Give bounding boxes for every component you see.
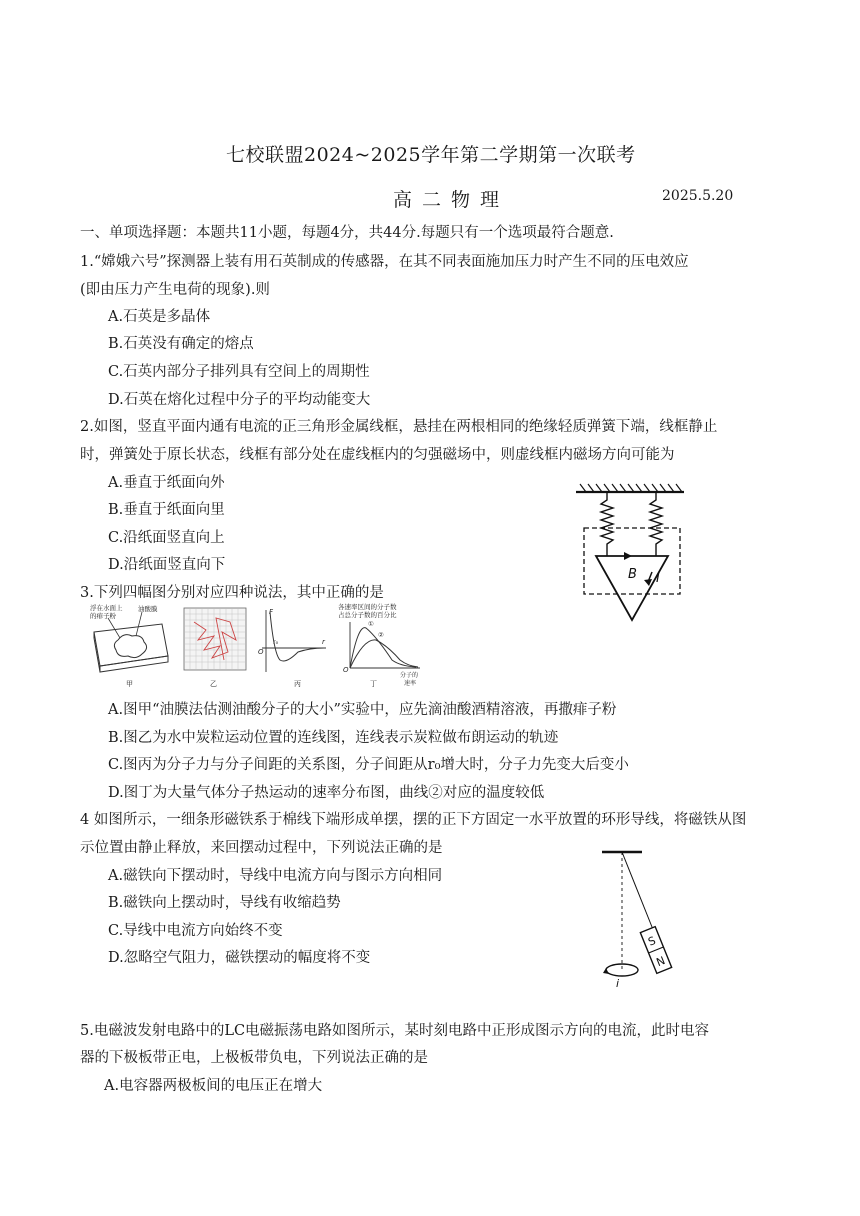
fig-bing (258, 608, 326, 688)
section-heading: 一、单项选择题：本题共11小题，每题4分，共44分.每题只有一个选项最符合题意. (80, 225, 614, 241)
q2-option-b: B.垂直于纸面向里 (108, 502, 225, 518)
svg-text:②: ② (378, 631, 384, 639)
svg-text:S: S (646, 934, 658, 949)
q4-figure (596, 846, 682, 990)
bar-magnet (640, 927, 671, 974)
fig-ding (338, 602, 420, 688)
exam-title: 七校联盟2024~2025学年第二学期第一次联考 (226, 144, 636, 166)
q3-option-a: A.图甲“油膜法估测油酸分子的大小”实验中，应先滴油酸酒精溶液，再撒痱子粉 (108, 702, 617, 718)
triangle-frame (596, 556, 668, 620)
q2-figure (570, 482, 690, 628)
q3-option-c: C.图丙为分子力与分子间距的关系图，分子间距从r₀增大时，分子力先变大后变小 (108, 757, 629, 773)
label-b: B (628, 567, 637, 582)
q2-option-c: C.沿纸面竖直向上 (108, 530, 225, 546)
svg-text:N: N (654, 953, 668, 970)
q1-option-a: A.石英是多晶体 (108, 309, 211, 325)
svg-text:O: O (258, 648, 264, 656)
svg-text:r: r (322, 638, 325, 646)
subject-title: 高二物理 (393, 189, 510, 211)
q5-stem-line-1: 5.电磁波发射电路中的LC电磁振荡电路如图所示，某时刻电路中正形成图示方向的电流，此时电容 (80, 1023, 710, 1039)
fig-yi (184, 608, 246, 688)
svg-text:丙: 丙 (294, 680, 301, 688)
q2-stem-line-2: 时，弹簧处于原长状态，线框有部分处在虚线框内的匀强磁场中，则虚线框内磁场方向可能为 (80, 447, 675, 463)
q3-option-d: D.图丁为大量气体分子热运动的速率分布图，曲线②对应的温度较低 (108, 785, 545, 801)
q1-stem-line-1: 1.“嫦娥六号”探测器上装有用石英制成的传感器，在其不同表面施加压力时产生不同的压电效应 (80, 254, 689, 270)
svg-text:油酸膜: 油酸膜 (138, 605, 158, 613)
svg-text:甲: 甲 (126, 680, 133, 688)
q5-option-a: A.电容器两极板间的电压正在增大 (104, 1078, 323, 1094)
q3-stem: 3.下列四幅图分别对应四种说法，其中正确的是 (80, 585, 384, 601)
exam-date: 2025.5.20 (662, 188, 734, 204)
q1-option-d: D.石英在熔化过程中分子的平均动能变大 (108, 392, 371, 408)
svg-text:r₀: r₀ (273, 638, 279, 646)
q2-option-d: D.沿纸面竖直向下 (108, 557, 226, 573)
svg-text:分子的: 分子的 (400, 672, 419, 679)
svg-text:O: O (343, 666, 349, 674)
q3-option-b: B.图乙为水中炭粒运动位置的连线图，连线表示炭粒做布朗运动的轨迹 (108, 730, 559, 746)
svg-text:i: i (616, 977, 620, 990)
svg-text:的痱子粉: 的痱子粉 (90, 612, 116, 620)
pendulum-string (622, 852, 654, 932)
q5-stem-line-2: 器的下极板带正电，上极板带负电，下列说法正确的是 (80, 1050, 428, 1066)
q2-option-a: A.垂直于纸面向外 (108, 475, 225, 491)
q4-option-a: A.磁铁向下摆动时，导线中电流方向与图示方向相同 (108, 868, 443, 884)
q1-option-b: B.石英没有确定的熔点 (108, 336, 254, 352)
label-i: I (656, 571, 660, 586)
svg-text:各速率区间的分子数: 各速率区间的分子数 (338, 603, 397, 611)
svg-text:速率: 速率 (404, 680, 417, 687)
q3-figures (86, 602, 422, 690)
q4-option-c: C.导线中电流方向始终不变 (108, 923, 283, 939)
svg-text:丁: 丁 (370, 680, 377, 688)
svg-text:占总分子数的百分比: 占总分子数的百分比 (338, 611, 397, 619)
q1-stem-line-2: (即由压力产生电荷的现象).则 (80, 282, 270, 298)
q4-option-d: D.忽略空气阻力，磁铁摆动的幅度将不变 (108, 950, 371, 966)
svg-text:乙: 乙 (210, 680, 217, 688)
fig-jia (90, 603, 168, 688)
q4-option-b: B.磁铁向上摆动时，导线有收缩趋势 (108, 895, 341, 911)
q4-stem-line-2: 示位置由静止释放，来回摆动过程中，下列说法正确的是 (80, 840, 443, 856)
svg-text:①: ① (368, 620, 374, 628)
left-spring (601, 492, 613, 556)
svg-text:F: F (269, 608, 274, 616)
q4-stem-line-1: 4 如图所示，一细条形磁铁系于棉线下端形成单摆，摆的正下方固定一水平放置的环形导线，将磁铁从图 (80, 812, 747, 828)
q2-stem-line-1: 2.如图，竖直平面内通有电流的正三角形金属线框，悬挂在两根相同的绝缘轻质弹簧下端，线框静止 (80, 419, 718, 435)
q1-option-c: C.石英内部分子排列具有空间上的周期性 (108, 364, 370, 380)
right-spring (650, 492, 662, 556)
svg-text:浮在水面上: 浮在水面上 (90, 604, 123, 612)
